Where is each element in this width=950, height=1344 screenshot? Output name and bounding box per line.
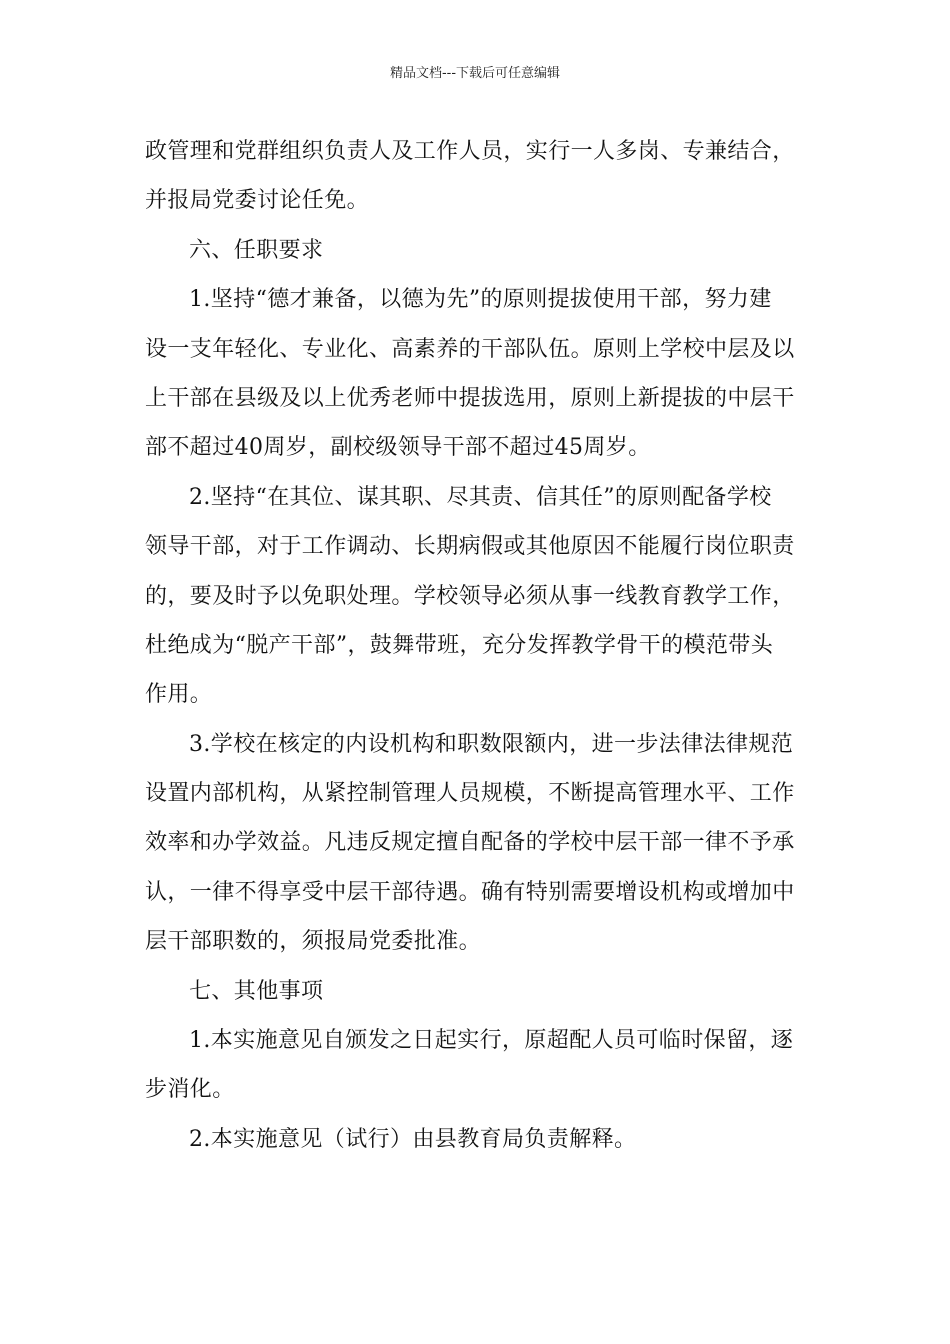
section-heading: 七、其他事项 — [189, 978, 324, 1004]
page-header: 精品文档---下载后可任意编辑 — [389, 66, 561, 81]
text-line: 领导干部，对于工作调动、长期病假或其他原因不能履行岗位职责 — [145, 534, 795, 560]
text-line: 2.坚持“在其位、谋其职、尽其责、信其任”的原则配备学校 — [189, 484, 772, 510]
text-line: 认，一律不得享受中层干部待遇。确有特别需要增设机构或增加中 — [145, 879, 795, 905]
text-line: 2.本实施意见（试行）由县教育局负责解释。 — [189, 1126, 637, 1152]
text-line: 设一支年轻化、专业化、高素养的干部队伍。原则上学校中层及以 — [145, 336, 795, 362]
text-line: 作用。 — [145, 682, 213, 708]
text-line: 1.坚持“德才兼备，以德为先”的原则提拔使用干部，努力建 — [189, 287, 772, 313]
text-line: 的，要及时予以免职处理。学校领导必须从事一线教育教学工作， — [145, 583, 795, 609]
text-line: 3.学校在核定的内设机构和职数限额内，进一步法律法律规范 — [189, 731, 794, 757]
text-line: 上干部在县级及以上优秀老师中提拔选用，原则上新提拔的中层干 — [145, 385, 795, 411]
text-line: 杜绝成为“脱产干部”，鼓舞带班，充分发挥教学骨干的模范带头 — [145, 632, 774, 658]
text-line: 部不超过40周岁，副校级领导干部不超过45周岁。 — [145, 435, 651, 461]
text-line: 政管理和党群组织负责人及工作人员，实行一人多岗、专兼结合， — [145, 139, 795, 164]
document-body — [145, 127, 813, 1164]
text-line: 并报局党委讨论任免。 — [145, 188, 370, 214]
text-line: 层干部职数的，须报局党委批准。 — [145, 929, 482, 955]
text-line: 步消化。 — [145, 1077, 235, 1103]
text-line: 效率和办学效益。凡违反规定擅自配备的学校中层干部一律不予承 — [145, 830, 795, 856]
section-heading: 六、任职要求 — [189, 237, 324, 263]
text-line: 设置内部机构，从紧控制管理人员规模，不断提高管理水平、工作 — [145, 781, 795, 807]
text-line: 1.本实施意见自颁发之日起实行，原超配人员可临时保留，逐 — [189, 1028, 794, 1054]
